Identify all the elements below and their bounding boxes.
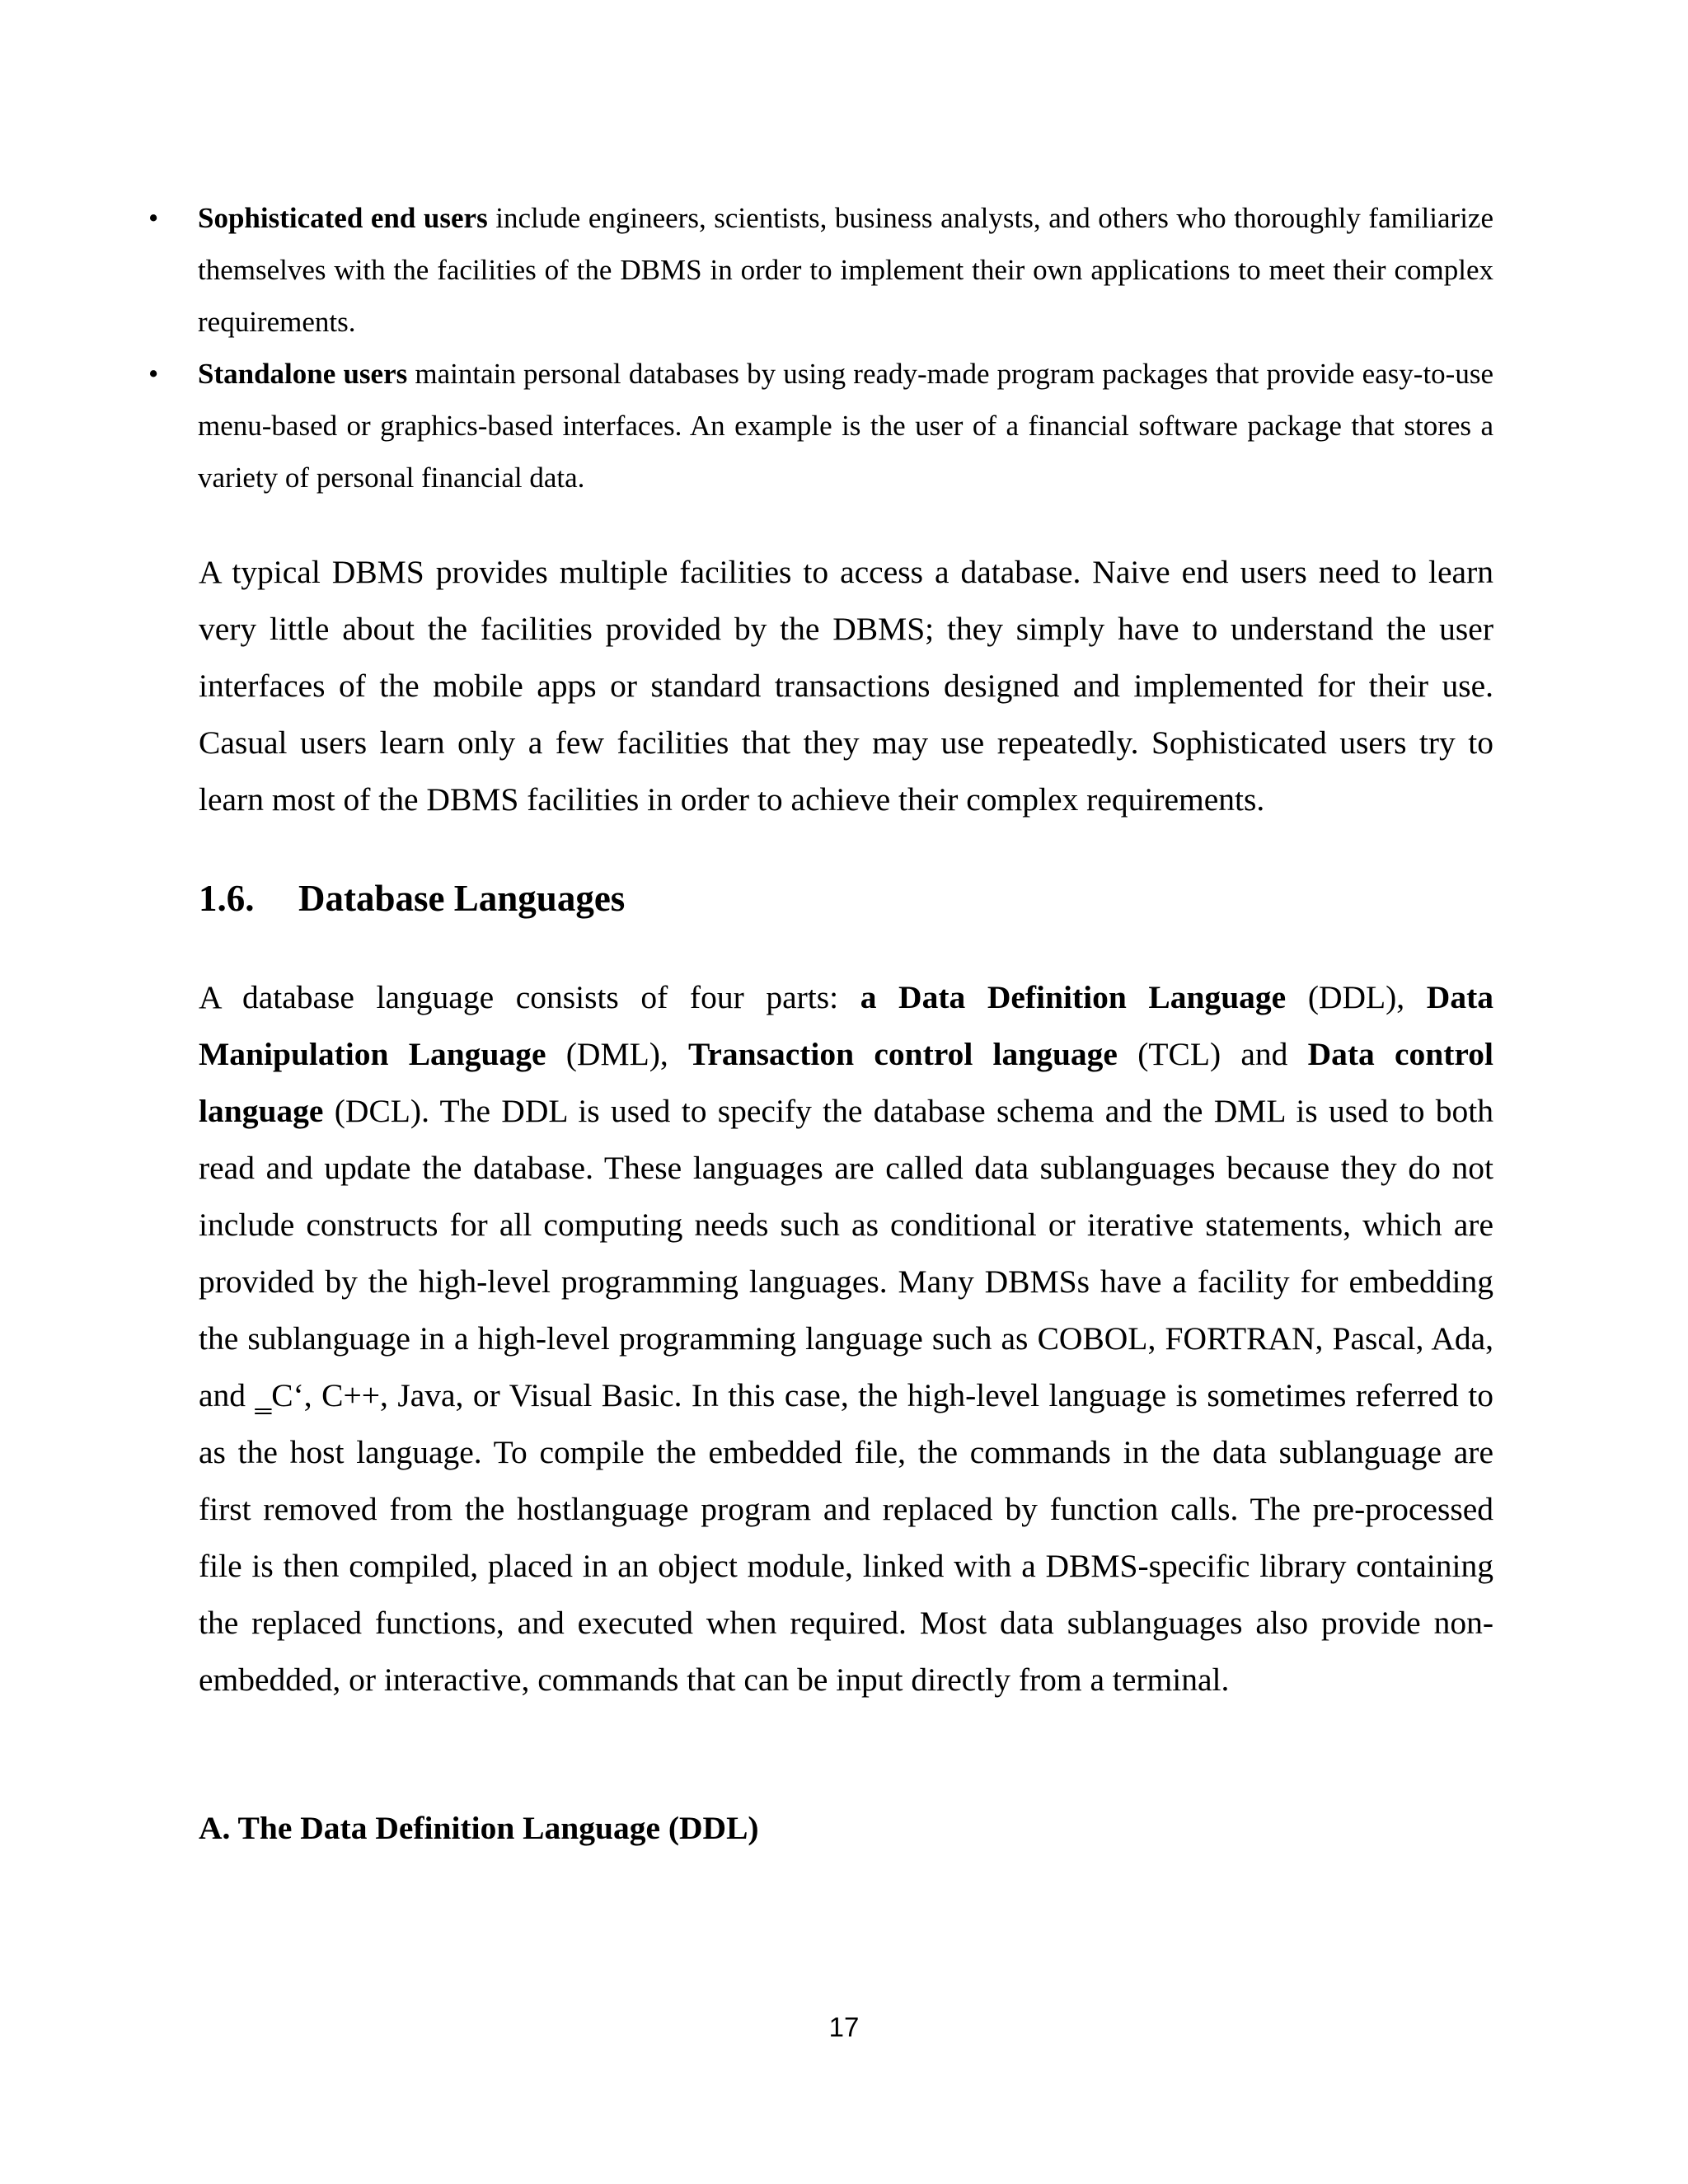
- bullet-term: Standalone users: [198, 358, 408, 390]
- tcl-abbr: (TCL) and: [1117, 1036, 1308, 1072]
- section-heading: [199, 869, 625, 928]
- list-item: [148, 192, 1493, 348]
- bullet-text: include engineers, scientists, business analysts, and others who thoroughly familiarize themselves with the facilities of the DBMS in order to implement their own applications to meet their complex requirements.: [198, 202, 1493, 338]
- bullet-term: Sophisticated end users: [198, 202, 488, 234]
- dbms-facilities-paragraph: A typical DBMS provides multiple facilities to access a database. Naive end users need to learn very little about the facilities provided by the DBMS; they simply have to understand the user interfaces of the mobile apps or standard transactions designed and implemented for their use. Casual users learn only a few facilities that they may use repeatedly. Sophisticated users try to learn most of the DBMS facilities in order to achieve their complex requirements.: [199, 554, 1493, 818]
- bullet-icon: •: [148, 358, 159, 390]
- section-title: Database Languages: [298, 878, 626, 919]
- tcl-term: Transaction control language: [687, 1036, 1118, 1072]
- dml-abbr: (DML),: [546, 1036, 688, 1072]
- section-number: 1.6.: [199, 878, 255, 919]
- ddl-sub-heading: A. The Data Definition Language (DDL): [199, 1810, 759, 1846]
- ddl-term: a Data Definition Language: [860, 979, 1287, 1015]
- dcl-term: Data control language: [199, 1036, 1493, 1129]
- user-types-list: [148, 192, 1493, 504]
- paragraph-rest: (DCL). The DDL is used to specify the database schema and the DML is used to both read and update the database. These languages are called data sublanguages because they do not include constructs for all computing needs such as conditional or iterative statements, which are provided by the high-level programming languages. Many DBMSs have a facility for embedding the sublanguage in a high-level programming language such as COBOL, FORTRAN, Pascal, Ada, and ‗C‘, C++, Java, or Visual Basic. In this case, the high-level language is sometimes referred to as the host language. To compile the embedded file, the commands in the data sublanguage are first removed from the hostlanguage program and replaced by function calls. The pre-processed file is then compiled, placed in an object module, linked with a DBMS-specific library containing the replaced functions, and executed when required. Most data sublanguages also provide non-embedded, or interactive, commands that can be input directly from a terminal.: [199, 1093, 1493, 1698]
- database-languages-paragraph: [199, 969, 1493, 1708]
- paragraph-intro: A database language consists of four parts:: [199, 979, 860, 1015]
- ddl-abbr: (DDL),: [1286, 979, 1427, 1015]
- dml-term: Data Manipulation Language: [199, 979, 1493, 1072]
- list-item: [148, 348, 1493, 504]
- bullet-text: maintain personal databases by using ready-made program packages that provide easy-to-use menu-based or graphics-based interfaces. An example is the user of a financial software package that stores a variety of personal financial data.: [198, 358, 1493, 494]
- page-number: 17: [828, 2012, 860, 2042]
- bullet-icon: •: [148, 202, 159, 234]
